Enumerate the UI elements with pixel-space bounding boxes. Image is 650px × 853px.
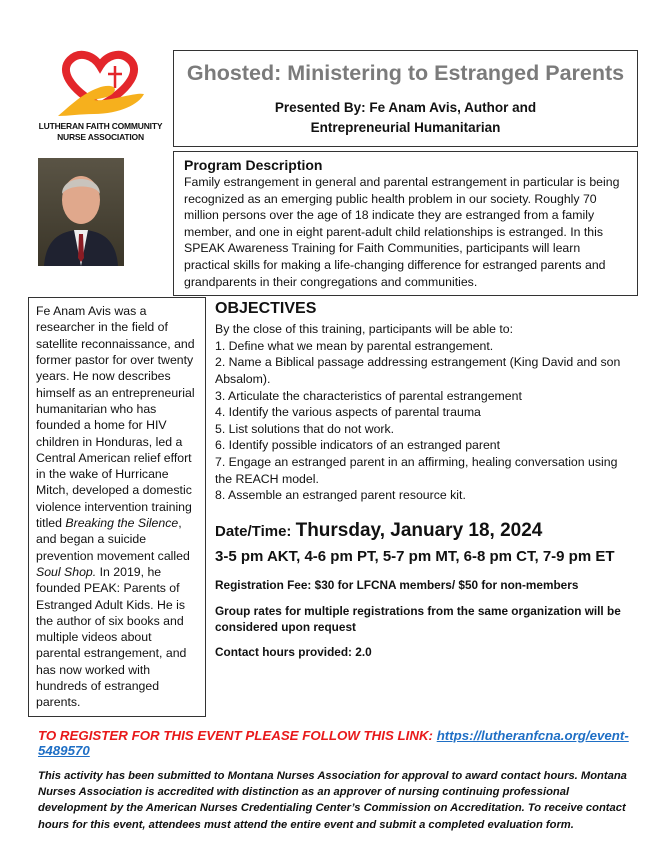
date-label: Date/Time: xyxy=(215,522,296,540)
left-header-column xyxy=(38,48,173,266)
presenter xyxy=(174,98,637,138)
bio-title-soul-shop: Soul Shop. xyxy=(36,564,97,579)
register-link[interactable]: https://lutheranfcna.org/event-5489570 xyxy=(38,727,629,758)
bio-text: In 2019, he founded PEAK: Parents of Estranged Adult Kids. He is the author of six books and multiple videos about parental estrangement, and has now worked with hundreds of estranged parents. xyxy=(36,564,187,710)
objective-item: 8. Assemble an estranged parent resource kit. xyxy=(215,488,466,503)
description-body: Family estrangement in general and parental estrangement in particular is being recognized as an emerging public health problem in our society. Roughly 70 million persons over the age of 18 indicate they are estranged from a family member, and one in eight parent-adult child relationships is estranged. In this SPEAK Awareness Training for Faith Communities, participants will learn practical skills for making a life-changing difference for estranged parents and grandparents in their congregations and communities. xyxy=(184,175,620,289)
event-details xyxy=(215,520,635,660)
title-box xyxy=(173,50,638,147)
presenter-bio xyxy=(28,297,206,716)
top-section xyxy=(0,48,650,296)
heart-hand-icon xyxy=(38,48,163,120)
objective-item: 7. Engage an estranged parent in an affirming, healing conversation using the REACH model. xyxy=(215,454,618,486)
date-value: Thursday, January 18, 2024 xyxy=(295,519,543,541)
objectives-intro: By the close of this training, participants will be able to: xyxy=(215,322,514,337)
description-heading: Program Description xyxy=(184,157,323,173)
bio-text: , and began a suicide prevention movement called xyxy=(36,516,190,563)
bio-title-breaking-silence: Breaking the Silence xyxy=(65,516,179,531)
objective-item: 6. Identify possible indicators of an estranged parent xyxy=(215,438,501,453)
lfcna-logo xyxy=(38,48,163,148)
accreditation-note: This activity has been submitted to Montana Nurses Association for approval to award contact hours. Montana Nurses Association is accredited with distinction as an approver of nursing continuing professional development by the American Nurses Credentialing Center’s Commission on Accreditation. To receive contact hours for this event, attendees must attend the entire event and submit a completed evaluation form. xyxy=(38,769,627,831)
registration-fee: Registration Fee: $30 for LFCNA members/ $50 for non-members xyxy=(215,577,579,592)
bio-text: Fe Anam Avis was a researcher in the field of satellite reconnaissance, and former pastor for over twenty years. He now describes himself as an entrepreneurial humanitarian who has founded a home for HIV children in Honduras, led a Central American relief effort in the wake of Hurricane Mitch, developed a domestic violence intervention training titled xyxy=(36,304,195,531)
right-header-column xyxy=(173,50,638,296)
middle-section xyxy=(0,297,650,716)
presenter-line-1: Presented By: Fe Anam Avis, Author and xyxy=(274,100,537,115)
objective-item: 2. Name a Biblical passage addressing estrangement (King David and son Absalom). xyxy=(215,355,621,386)
objectives xyxy=(215,300,635,504)
event-date xyxy=(215,520,635,542)
right-content-column xyxy=(215,297,635,660)
objective-item: 1. Define what we mean by parental estrangement. xyxy=(215,338,494,353)
logo-text: LUTHERAN FAITH COMMUNITY NURSE ASSOCIATION xyxy=(38,121,163,142)
objective-item: 5. List solutions that do not work. xyxy=(215,421,395,436)
event-times: 3-5 pm AKT, 4-6 pm PT, 5-7 pm MT, 6-8 pm CT, 7-9 pm ET xyxy=(215,547,615,565)
presenter-line-2: Entrepreneurial Humanitarian xyxy=(310,120,501,135)
presenter-photo xyxy=(38,158,124,266)
register-text: TO REGISTER FOR THIS EVENT PLEASE FOLLOW THIS LINK: xyxy=(38,727,437,743)
objective-item: 3. Articulate the characteristics of parental estrangement xyxy=(215,388,522,403)
program-description xyxy=(173,151,638,296)
page-title: Ghosted: Ministering to Estranged Parents xyxy=(186,61,625,85)
objectives-heading: OBJECTIVES xyxy=(215,300,317,318)
register-line xyxy=(38,728,650,758)
contact-hours: Contact hours provided: 2.0 xyxy=(215,644,372,659)
objective-item: 4. Identify the various aspects of parental trauma xyxy=(215,405,481,420)
group-rates: Group rates for multiple registrations from the same organization will be considered upon request xyxy=(215,603,621,634)
